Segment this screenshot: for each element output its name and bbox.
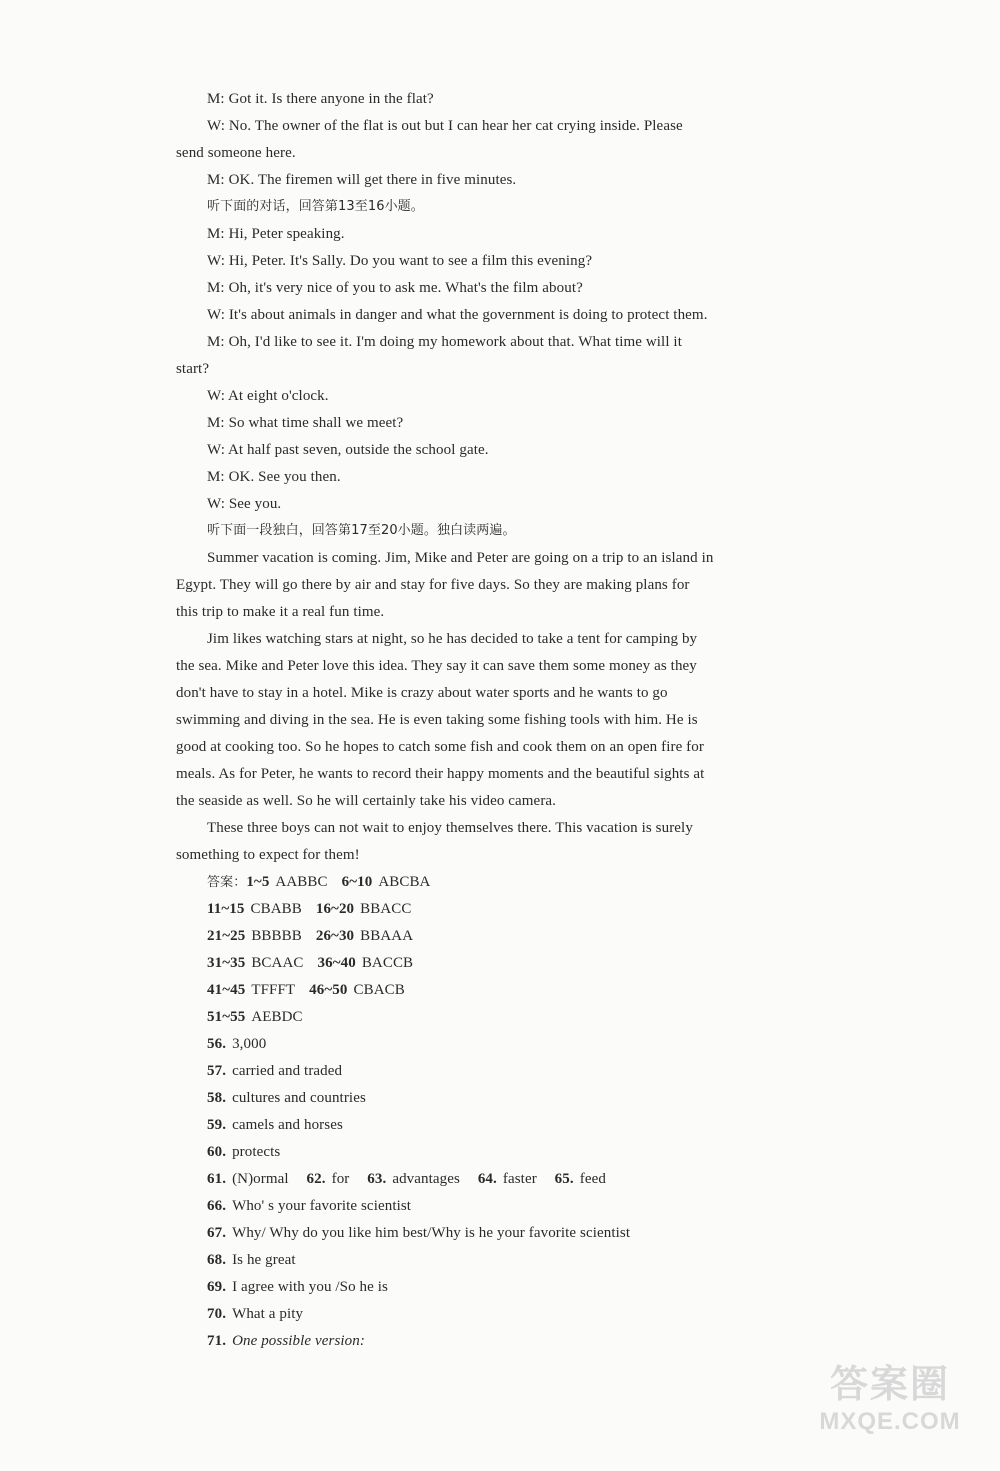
answer-row: 51~55 AEBDC	[207, 1009, 303, 1025]
instruction-heading: 听下面一段独白，回答第17至20小题。独白读两遍。	[207, 523, 516, 538]
dialogue-line: W: It's about animals in danger and what the government is doing to protect them.	[207, 307, 708, 323]
answer-row: 答案：1~5 AABBC 6~10 ABCBA	[207, 874, 431, 890]
dialogue-line: M: Oh, it's very nice of you to ask me. What's the film about?	[207, 280, 583, 296]
answer-item: 56. 3,000	[207, 1036, 267, 1052]
answer-row: 21~25 BBBBB 26~30 BBAAA	[207, 928, 414, 944]
monologue-line: Jim likes watching stars at night, so he has decided to take a tent for camping by	[207, 631, 698, 647]
dialogue-line: M: Hi, Peter speaking.	[207, 226, 345, 242]
monologue-line: Summer vacation is coming. Jim, Mike and Peter are going on a trip to an island in	[207, 550, 714, 566]
monologue-line: the sea. Mike and Peter love this idea. They say it can save them some money as they	[176, 658, 697, 674]
answer-item: 58. cultures and countries	[207, 1090, 366, 1106]
dialogue-line: M: OK. The firemen will get there in five minutes.	[207, 172, 517, 188]
monologue-line: swimming and diving in the sea. He is even taking some fishing tools with him. He is	[176, 712, 698, 728]
answer-row: 31~35 BCAAC 36~40 BACCB	[207, 955, 414, 971]
watermark-logo: 答案圈	[829, 1362, 950, 1406]
answer-item: 66. Who' s your favorite scientist	[207, 1198, 412, 1214]
monologue-line: Egypt. They will go there by air and stay for five days. So they are making plans for	[176, 577, 690, 593]
answer-item: 59. camels and horses	[207, 1117, 343, 1133]
monologue-line: good at cooking too. So he hopes to catch some fish and cook them on an open fire for	[176, 739, 704, 755]
answer-item: 69. I agree with you /So he is	[207, 1279, 388, 1295]
dialogue-line: start?	[176, 361, 210, 377]
answer-row: 61. (N)ormal 62. for 63. advantages 64. faster 65. feed	[207, 1171, 606, 1187]
watermark-url: MXQE.COM	[819, 1408, 961, 1435]
monologue-line: something to expect for them!	[176, 847, 360, 863]
answer-item: 68. Is he great	[207, 1252, 296, 1268]
dialogue-line: send someone here.	[176, 145, 296, 161]
answer-row: 11~15 CBABB 16~20 BBACC	[207, 901, 412, 917]
answer-item: 60. protects	[207, 1144, 281, 1160]
dialogue-line: M: OK. See you then.	[207, 469, 341, 485]
dialogue-line: M: Oh, I'd like to see it. I'm doing my homework about that. What time will it	[207, 334, 682, 350]
dialogue-line: W: At eight o'clock.	[207, 388, 329, 404]
dialogue-line: W: At half past seven, outside the school gate.	[207, 442, 489, 458]
monologue-line: don't have to stay in a hotel. Mike is crazy about water sports and he wants to go	[176, 685, 668, 701]
answer-item: 57. carried and traded	[207, 1063, 343, 1079]
dialogue-line: M: So what time shall we meet?	[207, 415, 404, 431]
monologue-line: this trip to make it a real fun time.	[176, 604, 385, 620]
answer-row: 41~45 TFFFT 46~50 CBACB	[207, 982, 405, 998]
site-watermark	[800, 1353, 980, 1463]
dialogue-line: W: See you.	[207, 496, 282, 512]
dialogue-line: W: Hi, Peter. It's Sally. Do you want to see a film this evening?	[207, 253, 593, 269]
monologue-line: These three boys can not wait to enjoy themselves there. This vacation is surely	[207, 820, 693, 836]
monologue-line: meals. As for Peter, he wants to record their happy moments and the beautiful sights at	[176, 766, 705, 782]
answer-item: 67. Why/ Why do you like him best/Why is he your favorite scientist	[207, 1225, 631, 1241]
dialogue-line: M: Got it. Is there anyone in the flat?	[207, 91, 434, 107]
monologue-line: the seaside as well. So he will certainly take his video camera.	[176, 793, 557, 809]
answer-item: 70. What a pity	[207, 1306, 304, 1322]
instruction-heading: 听下面的对话，回答第13至16小题。	[207, 199, 424, 214]
answer-label: 答案：	[207, 875, 247, 890]
answer-item: 71. One possible version:	[207, 1333, 365, 1349]
dialogue-line: W: No. The owner of the flat is out but I can hear her cat crying inside. Please	[207, 118, 683, 134]
